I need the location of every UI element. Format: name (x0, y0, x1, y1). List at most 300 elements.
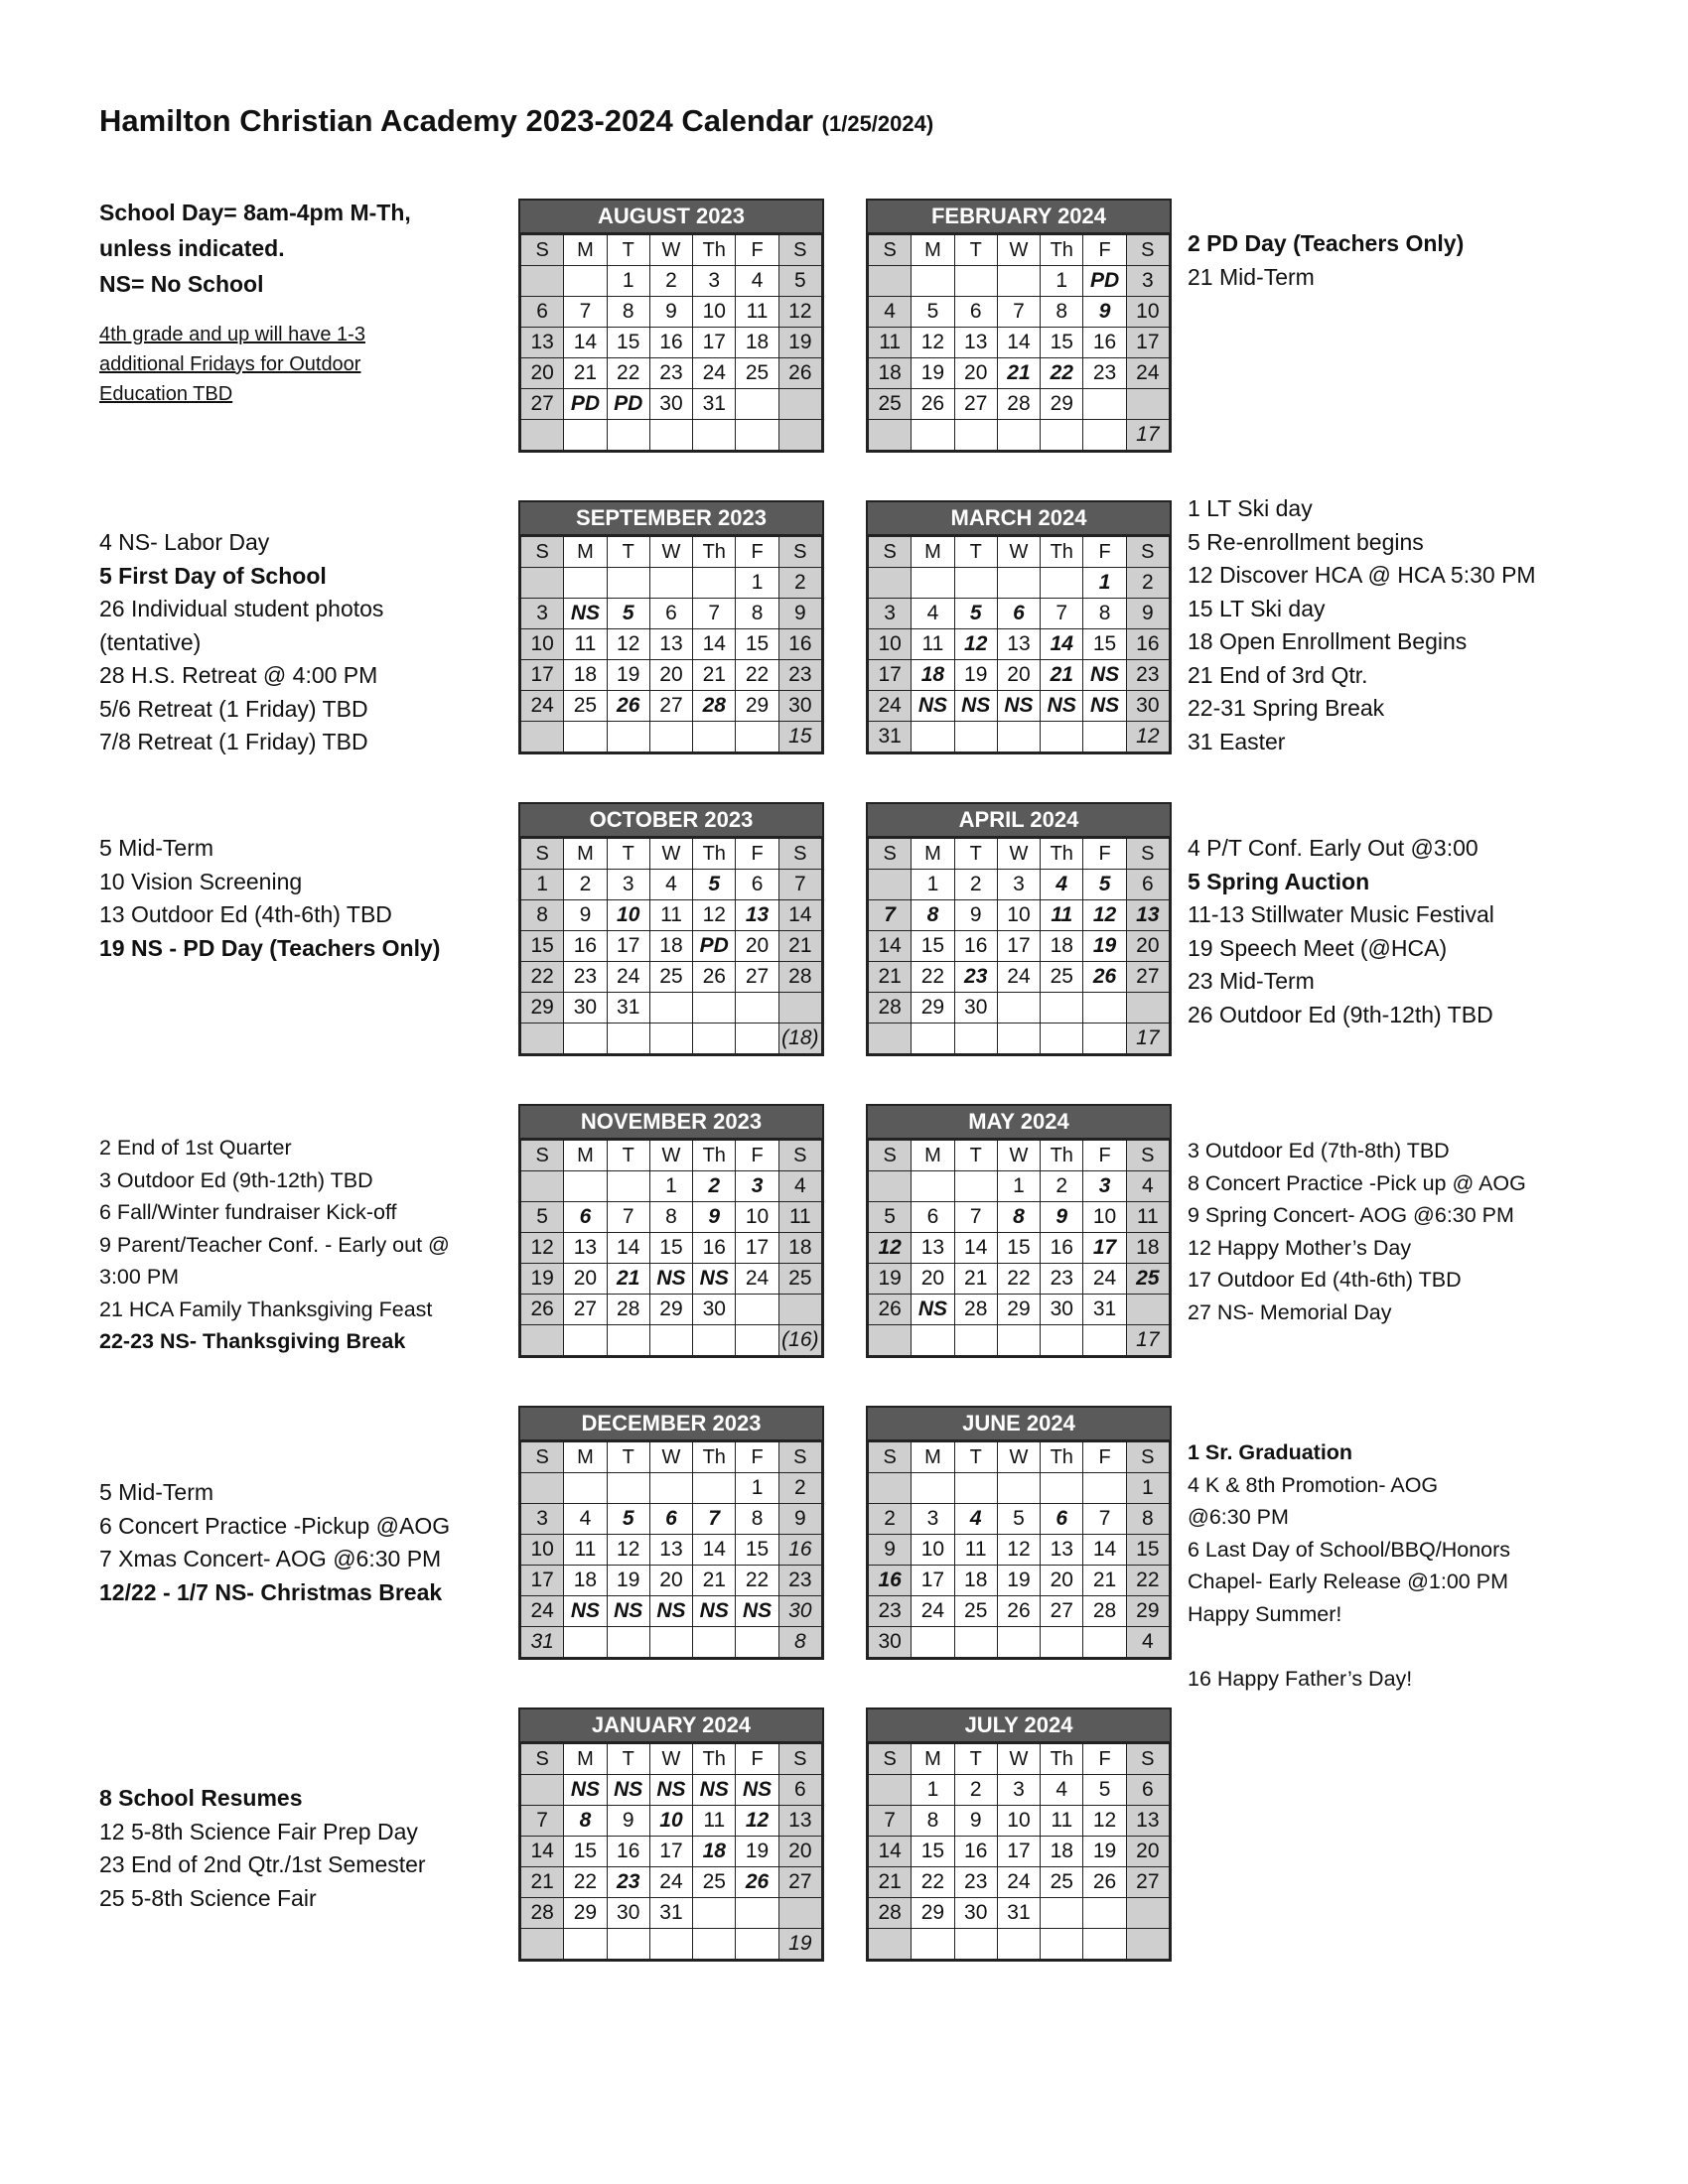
day-cell (1041, 568, 1083, 599)
day-cell: 23 (564, 962, 607, 993)
day-cell (912, 1024, 954, 1054)
day-cell: 8 (912, 900, 954, 931)
day-cell (521, 1775, 564, 1806)
day-cell: 17 (1126, 420, 1169, 451)
day-cell: 13 (521, 328, 564, 358)
day-cell (521, 1325, 564, 1356)
weekday-header: S (778, 235, 821, 266)
day-cell: 25 (778, 1264, 821, 1295)
day-cell: 19 (607, 1566, 649, 1596)
month-calendar (518, 500, 824, 754)
day-cell: NS (693, 1264, 736, 1295)
day-cell: 11 (649, 900, 692, 931)
day-cell (954, 1929, 997, 1960)
day-cell: 11 (564, 629, 607, 660)
day-cell: 3 (997, 870, 1040, 900)
weekday-header: W (649, 839, 692, 870)
day-cell: 10 (912, 1535, 954, 1566)
day-cell: NS (736, 1596, 778, 1627)
weekday-header: F (736, 1744, 778, 1775)
day-cell: NS (1083, 691, 1126, 722)
events-jan (99, 1782, 426, 1915)
day-cell (1083, 1024, 1126, 1054)
event-line: 5 Re-enrollment begins (1188, 528, 1424, 555)
day-cell (1083, 1898, 1126, 1929)
day-cell: 18 (1126, 1233, 1169, 1264)
day-cell (1083, 1325, 1126, 1356)
day-cell: 18 (869, 358, 912, 389)
day-cell (736, 1627, 778, 1658)
day-cell (954, 568, 997, 599)
day-cell: 16 (778, 1535, 821, 1566)
day-cell: 14 (693, 1535, 736, 1566)
day-cell: 6 (912, 1202, 954, 1233)
day-cell: 24 (649, 1867, 692, 1898)
weekday-header: W (997, 839, 1040, 870)
event-line: 31 Easter (1188, 728, 1286, 754)
day-cell: 12 (1083, 1806, 1126, 1837)
day-cell: 7 (954, 1202, 997, 1233)
day-cell (649, 722, 692, 752)
weekday-header: S (778, 1442, 821, 1473)
day-cell (912, 722, 954, 752)
day-cell (736, 1325, 778, 1356)
day-cell: 20 (564, 1264, 607, 1295)
event-line: 5 First Day of School (99, 562, 327, 589)
day-cell: 21 (778, 931, 821, 962)
event-line: 2 End of 1st Quarter (99, 1136, 292, 1160)
events-mar (1188, 492, 1536, 758)
note-line: additional Fridays for Outdoor (99, 353, 361, 375)
day-cell: 26 (778, 358, 821, 389)
day-cell: 28 (778, 962, 821, 993)
day-cell (649, 568, 692, 599)
day-cell: 2 (954, 1775, 997, 1806)
day-cell: 14 (997, 328, 1040, 358)
day-cell: 28 (869, 993, 912, 1024)
day-cell: 21 (564, 358, 607, 389)
day-cell (607, 1627, 649, 1658)
day-cell: 7 (521, 1806, 564, 1837)
day-cell: 20 (954, 358, 997, 389)
day-cell: 30 (564, 993, 607, 1024)
month-title: MARCH 2024 (868, 502, 1170, 536)
day-cell: 10 (869, 629, 912, 660)
day-cell: 9 (649, 297, 692, 328)
weekday-header: S (869, 235, 912, 266)
month-calendar (518, 199, 824, 453)
day-cell: 27 (1126, 962, 1169, 993)
event-line: 12/22 - 1/7 NS- Christmas Break (99, 1578, 443, 1605)
day-cell: 10 (693, 297, 736, 328)
weekday-header: W (649, 1744, 692, 1775)
day-cell (736, 722, 778, 752)
day-cell: 26 (736, 1867, 778, 1898)
day-cell: 22 (1041, 358, 1083, 389)
day-cell: 9 (564, 900, 607, 931)
weekday-header: M (912, 1442, 954, 1473)
day-cell: 8 (778, 1627, 821, 1658)
day-cell (997, 568, 1040, 599)
weekday-header: F (736, 235, 778, 266)
day-cell: 2 (693, 1171, 736, 1202)
events-feb (1188, 227, 1464, 294)
day-cell: 4 (1041, 1775, 1083, 1806)
day-cell (912, 1929, 954, 1960)
day-cell: 5 (1083, 1775, 1126, 1806)
events-sep (99, 526, 383, 759)
day-cell: 28 (521, 1898, 564, 1929)
day-cell: 12 (778, 297, 821, 328)
day-cell (693, 1929, 736, 1960)
weekday-header: F (736, 1141, 778, 1171)
day-cell: 30 (693, 1295, 736, 1325)
day-cell: 12 (997, 1535, 1040, 1566)
day-cell (521, 722, 564, 752)
day-cell: 12 (736, 1806, 778, 1837)
day-cell: 18 (954, 1566, 997, 1596)
day-cell: 11 (1041, 900, 1083, 931)
weekday-header: S (869, 1141, 912, 1171)
day-cell: 27 (1126, 1867, 1169, 1898)
day-cell: 15 (1041, 328, 1083, 358)
day-cell: 22 (912, 1867, 954, 1898)
day-cell (1126, 389, 1169, 420)
weekday-header: F (736, 839, 778, 870)
day-cell: 26 (693, 962, 736, 993)
weekday-header: Th (693, 1744, 736, 1775)
event-line: 25 5-8th Science Fair (99, 1884, 317, 1911)
day-cell: 18 (736, 328, 778, 358)
day-cell: 16 (1041, 1233, 1083, 1264)
day-cell: 17 (1083, 1233, 1126, 1264)
day-cell: 16 (1083, 328, 1126, 358)
day-cell: 15 (997, 1233, 1040, 1264)
day-cell: 26 (997, 1596, 1040, 1627)
day-cell: 9 (778, 1504, 821, 1535)
day-cell (693, 993, 736, 1024)
weekday-header: S (778, 1744, 821, 1775)
day-cell: 26 (1083, 1867, 1126, 1898)
day-cell: 26 (912, 389, 954, 420)
day-cell: 27 (564, 1295, 607, 1325)
day-cell: 4 (912, 599, 954, 629)
day-cell: 1 (736, 1473, 778, 1504)
weekday-header: S (869, 1442, 912, 1473)
day-cell: 3 (1083, 1171, 1126, 1202)
day-cell: 9 (1041, 1202, 1083, 1233)
weekday-header: S (1126, 1141, 1169, 1171)
day-cell: 15 (649, 1233, 692, 1264)
day-cell: 11 (1126, 1202, 1169, 1233)
day-cell: 23 (1126, 660, 1169, 691)
day-cell (521, 1929, 564, 1960)
day-cell: 30 (1126, 691, 1169, 722)
day-cell: 16 (869, 1566, 912, 1596)
weekday-header: M (564, 1442, 607, 1473)
day-cell: 20 (736, 931, 778, 962)
day-cell: 13 (954, 328, 997, 358)
weekday-header: Th (693, 839, 736, 870)
day-cell: 30 (778, 1596, 821, 1627)
day-cell (778, 389, 821, 420)
event-line: 12 Discover HCA @ HCA 5:30 PM (1188, 562, 1536, 588)
event-line: 6 Concert Practice -Pickup @AOG (99, 1512, 451, 1539)
events-nov (99, 1132, 450, 1358)
day-cell: 20 (649, 1566, 692, 1596)
day-cell: 9 (1126, 599, 1169, 629)
note-line: Education TBD (99, 383, 233, 405)
day-cell: 11 (564, 1535, 607, 1566)
day-cell (736, 993, 778, 1024)
weekday-header: S (521, 1141, 564, 1171)
day-cell: 4 (736, 266, 778, 297)
day-cell (954, 1171, 997, 1202)
day-cell: 14 (521, 1837, 564, 1867)
weekday-header: S (1126, 839, 1169, 870)
weekday-header: M (564, 1744, 607, 1775)
day-cell: 30 (954, 993, 997, 1024)
day-cell (1126, 1929, 1169, 1960)
day-cell (693, 1024, 736, 1054)
day-cell (607, 1024, 649, 1054)
month-title: JULY 2024 (868, 1709, 1170, 1743)
day-cell: 1 (649, 1171, 692, 1202)
weekday-header: M (912, 1141, 954, 1171)
day-cell: 8 (607, 297, 649, 328)
day-cell (1083, 420, 1126, 451)
weekday-header: T (607, 537, 649, 568)
day-cell: 14 (869, 931, 912, 962)
day-cell: 23 (607, 1867, 649, 1898)
weekday-header: W (997, 537, 1040, 568)
day-cell (649, 993, 692, 1024)
day-cell (912, 266, 954, 297)
event-line: 26 Individual student photos (99, 596, 384, 621)
event-line: 4 NS- Labor Day (99, 529, 270, 555)
day-cell: (16) (778, 1325, 821, 1356)
day-cell: 7 (869, 1806, 912, 1837)
day-cell (954, 1473, 997, 1504)
day-cell: 8 (1083, 599, 1126, 629)
event-line: 8 Concert Practice -Pick up @ AOG (1188, 1170, 1526, 1195)
weekday-header: F (1083, 1442, 1126, 1473)
event-line: 4 P/T Conf. Early Out @3:00 (1188, 835, 1478, 861)
day-cell: 11 (736, 297, 778, 328)
day-cell (564, 722, 607, 752)
day-cell: 30 (1041, 1295, 1083, 1325)
day-cell: 31 (997, 1898, 1040, 1929)
month-title: JANUARY 2024 (520, 1709, 822, 1743)
page-title (99, 103, 933, 139)
day-cell (564, 1627, 607, 1658)
day-cell (869, 1325, 912, 1356)
weekday-header: T (954, 1442, 997, 1473)
month-title: OCTOBER 2023 (520, 804, 822, 838)
weekday-header: S (521, 1744, 564, 1775)
weekday-header: T (954, 839, 997, 870)
day-cell (607, 1171, 649, 1202)
day-cell: 17 (736, 1233, 778, 1264)
day-cell: 7 (1083, 1504, 1126, 1535)
day-cell: 20 (1126, 931, 1169, 962)
event-line: 23 End of 2nd Qtr./1st Semester (99, 1851, 426, 1877)
day-cell (1041, 1929, 1083, 1960)
day-cell: 25 (693, 1867, 736, 1898)
day-cell: 29 (564, 1898, 607, 1929)
day-cell: 1 (912, 870, 954, 900)
day-cell: PD (693, 931, 736, 962)
event-line: 15 LT Ski day (1188, 595, 1326, 621)
day-cell: 3 (1126, 266, 1169, 297)
day-cell: 24 (521, 1596, 564, 1627)
month-calendar (866, 1406, 1172, 1660)
event-line: 19 NS - PD Day (Teachers Only) (99, 934, 441, 961)
day-cell: 13 (997, 629, 1040, 660)
day-cell: 9 (607, 1806, 649, 1837)
day-cell: 2 (778, 568, 821, 599)
day-cell: 13 (649, 629, 692, 660)
day-cell (997, 1325, 1040, 1356)
event-line: 7/8 Retreat (1 Friday) TBD (99, 729, 368, 754)
weekday-header: W (997, 1141, 1040, 1171)
day-cell: 4 (869, 297, 912, 328)
school-day-line: School Day= 8am-4pm M-Th, (99, 200, 411, 225)
weekday-header: Th (1041, 839, 1083, 870)
event-line: 11-13 Stillwater Music Festival (1188, 901, 1494, 927)
event-line: 22-31 Spring Break (1188, 695, 1385, 721)
weekday-header: M (564, 235, 607, 266)
event-line: 23 Mid-Term (1188, 968, 1315, 994)
day-cell: 17 (607, 931, 649, 962)
day-cell: 27 (778, 1867, 821, 1898)
day-cell: 24 (736, 1264, 778, 1295)
day-cell: 15 (912, 1837, 954, 1867)
day-cell: 15 (736, 1535, 778, 1566)
event-line: 5 Mid-Term (99, 1479, 214, 1505)
day-cell (997, 722, 1040, 752)
day-cell: 17 (997, 931, 1040, 962)
day-cell: 2 (1041, 1171, 1083, 1202)
event-line: 21 Mid-Term (1188, 263, 1315, 290)
day-cell: 7 (607, 1202, 649, 1233)
event-line: (tentative) (99, 628, 202, 655)
day-cell: NS (607, 1596, 649, 1627)
month-calendar (866, 802, 1172, 1056)
day-cell: 5 (521, 1202, 564, 1233)
day-cell: 20 (997, 660, 1040, 691)
day-cell (912, 1473, 954, 1504)
month-calendar (866, 1104, 1172, 1358)
day-cell: 6 (736, 870, 778, 900)
event-line: 10 Vision Screening (99, 868, 303, 894)
day-cell (997, 1627, 1040, 1658)
weekday-header: W (649, 235, 692, 266)
weekday-header: T (607, 1141, 649, 1171)
day-cell: 8 (649, 1202, 692, 1233)
day-cell (912, 568, 954, 599)
day-cell: NS (564, 599, 607, 629)
day-cell: 20 (1041, 1566, 1083, 1596)
day-cell (564, 568, 607, 599)
day-cell: 16 (649, 328, 692, 358)
day-cell (912, 420, 954, 451)
day-cell: 26 (869, 1295, 912, 1325)
day-cell (693, 1473, 736, 1504)
day-cell: 22 (607, 358, 649, 389)
day-cell (954, 1024, 997, 1054)
day-cell: 17 (869, 660, 912, 691)
day-cell: 12 (607, 629, 649, 660)
day-cell: NS (607, 1775, 649, 1806)
day-cell: 25 (1041, 1867, 1083, 1898)
day-cell: 25 (736, 358, 778, 389)
day-cell: 28 (693, 691, 736, 722)
day-cell: 13 (736, 900, 778, 931)
weekday-header: S (869, 839, 912, 870)
day-cell (693, 1627, 736, 1658)
day-cell: 14 (564, 328, 607, 358)
day-cell: 14 (869, 1837, 912, 1867)
day-cell: 31 (521, 1627, 564, 1658)
day-cell (564, 266, 607, 297)
day-cell (954, 1325, 997, 1356)
day-cell: 6 (649, 1504, 692, 1535)
day-cell: 25 (869, 389, 912, 420)
month-title: NOVEMBER 2023 (520, 1106, 822, 1140)
day-cell: 21 (869, 1867, 912, 1898)
day-cell (869, 1024, 912, 1054)
day-cell: 24 (1126, 358, 1169, 389)
day-cell: 12 (912, 328, 954, 358)
event-line: 3:00 PM (99, 1265, 180, 1289)
day-cell (869, 420, 912, 451)
day-cell: 18 (693, 1837, 736, 1867)
day-cell: 18 (778, 1233, 821, 1264)
day-cell: 23 (1041, 1264, 1083, 1295)
day-cell: 21 (607, 1264, 649, 1295)
day-cell (912, 1171, 954, 1202)
day-cell: 1 (736, 568, 778, 599)
day-cell: 30 (869, 1627, 912, 1658)
day-cell: 5 (778, 266, 821, 297)
day-cell: 7 (693, 1504, 736, 1535)
day-cell: 23 (778, 1566, 821, 1596)
day-cell: 13 (912, 1233, 954, 1264)
day-cell: 31 (869, 722, 912, 752)
event-line: 7 Xmas Concert- AOG @6:30 PM (99, 1546, 442, 1571)
day-cell: 23 (954, 962, 997, 993)
day-cell (997, 1929, 1040, 1960)
day-cell: 7 (869, 900, 912, 931)
day-cell: 3 (736, 1171, 778, 1202)
school-day-line-2: unless indicated. (99, 235, 285, 261)
day-cell: 15 (1126, 1535, 1169, 1566)
day-cell: 4 (564, 1504, 607, 1535)
event-line: Happy Summer! (1188, 1601, 1342, 1626)
weekday-header: Th (1041, 1141, 1083, 1171)
day-cell: 3 (607, 870, 649, 900)
day-cell: 29 (1041, 389, 1083, 420)
weekday-header: T (954, 1744, 997, 1775)
day-cell: 2 (1126, 568, 1169, 599)
day-cell: 12 (521, 1233, 564, 1264)
day-cell: 7 (693, 599, 736, 629)
month-title: FEBRUARY 2024 (868, 201, 1170, 234)
day-cell: 22 (912, 962, 954, 993)
day-cell (1041, 1627, 1083, 1658)
day-cell: 22 (997, 1264, 1040, 1295)
